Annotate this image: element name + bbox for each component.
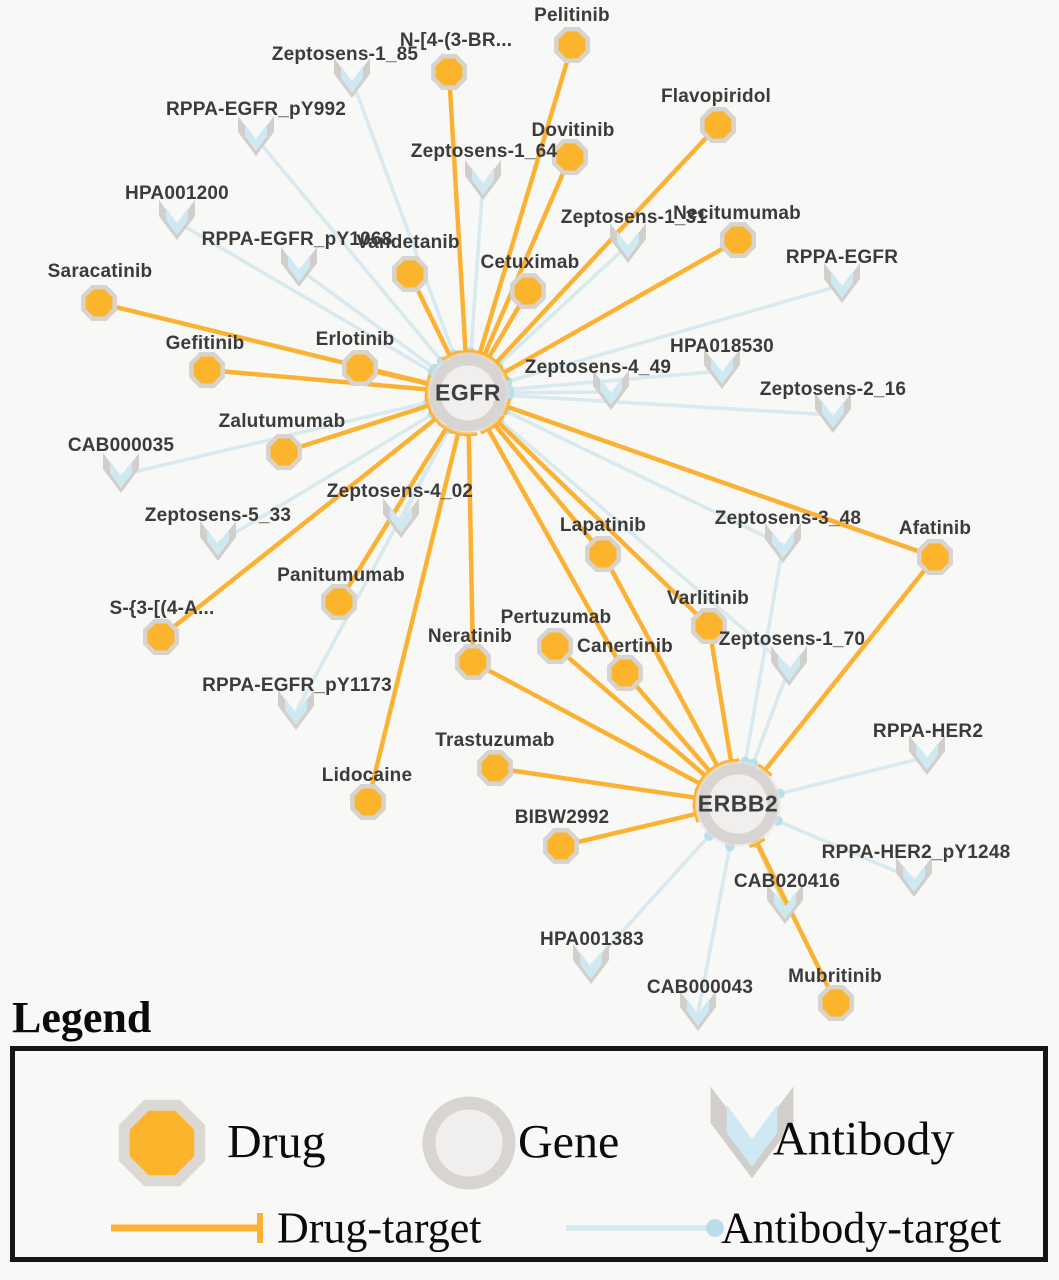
node-label-zeptosens-1_64: Zeptosens-1_64 (410, 141, 558, 162)
antibody-node-zeptosens-2_16[interactable] (815, 393, 851, 433)
legend-antibody-label: Antibody (773, 1112, 955, 1166)
node-label-rppa-egfr: RPPA-EGFR (785, 247, 899, 268)
drug-node-afatinib[interactable] (919, 541, 950, 572)
edge-varlitinib-egfr (497, 421, 709, 626)
edge-trastuzumab-erbb2 (495, 768, 695, 798)
node-label-panitumumab: Panitumumab (277, 565, 405, 586)
node-label-hpa001200: HPA001200 (125, 183, 229, 204)
edge-lidocaine-egfr (368, 433, 458, 802)
drug-node-panitumumab[interactable] (323, 586, 354, 617)
node-label-zalutumumab: Zalutumumab (218, 411, 346, 432)
node-label-zeptosens-4_02: Zeptosens-4_02 (326, 481, 474, 502)
edge-bibw2992-erbb2 (561, 814, 696, 846)
node-label-zeptosens-3_48: Zeptosens-3_48 (714, 508, 862, 529)
edge-mubritinib-erbb2 (757, 843, 836, 1003)
edge-neratinib-egfr (469, 434, 473, 662)
edge-zeptosens-4_49-egfr (509, 392, 611, 393)
node-label-saracatinib: Saracatinib (47, 261, 153, 282)
drug-node-cetuximab[interactable] (512, 275, 543, 306)
node-label-trastuzumab: Trastuzumab (435, 730, 555, 751)
antibody-node-zeptosens-3_48[interactable] (765, 523, 801, 563)
drug-node-trastuzumab[interactable] (479, 752, 510, 783)
node-label-cab000043: CAB000043 (646, 977, 754, 998)
node-label-zeptosens-1_31: Zeptosens-1_31 (560, 207, 708, 228)
legend-gene-icon (413, 1087, 525, 1199)
drug-node-mubritinib[interactable] (820, 987, 851, 1018)
node-label-zeptosens-5_33: Zeptosens-5_33 (144, 505, 292, 526)
node-label-s3-4a: S-{3-[(4-A... (109, 598, 215, 619)
drug-nodes (83, 29, 950, 1018)
drug-node-lidocaine[interactable] (352, 786, 383, 817)
edge-cab000043-erbb2 (698, 846, 730, 1013)
antibody-node-rppa-egfr[interactable] (824, 263, 860, 303)
edge-zeptosens-2_16-egfr (509, 395, 833, 415)
edge-varlitinib-erbb2 (709, 626, 731, 762)
legend-drug-label: Drug (227, 1115, 326, 1169)
drug-node-pelitinib[interactable] (556, 29, 587, 60)
gene-label-egfr: EGFR (435, 379, 501, 406)
drug-node-flavopiridol[interactable] (702, 109, 733, 140)
node-label-lapatinib: Lapatinib (559, 515, 647, 536)
antibody-node-cab000035[interactable] (103, 453, 139, 493)
legend-drug-target-label: Drug-target (277, 1203, 482, 1253)
edge-zeptosens-3_48-egfr (505, 411, 783, 545)
node-label-zeptosens-1_85: Zeptosens-1_85 (271, 44, 419, 65)
antibody-edges (121, 80, 927, 1013)
legend-box (10, 1046, 1048, 1262)
drug-node-saracatinib[interactable] (83, 287, 114, 318)
node-label-canertinib: Canertinib (577, 636, 673, 657)
antibody-node-hpa001200[interactable] (159, 200, 195, 240)
node-label-gefitinib: Gefitinib (165, 333, 245, 354)
drug-node-lapatinib[interactable] (587, 538, 618, 569)
drug-node-s3-4a[interactable] (145, 621, 176, 652)
node-label-flavopiridol: Flavopiridol (660, 86, 772, 107)
gene-label-erbb2: ERBB2 (697, 790, 779, 817)
node-label-necitumumab: Necitumumab (673, 203, 801, 224)
legend-antibody-target-icon (560, 1208, 730, 1248)
node-label-bibw2992: BIBW2992 (514, 807, 610, 828)
antibody-node-zeptosens-1_64[interactable] (465, 160, 501, 200)
edge-rppa-her2_py1248-erbb2 (778, 821, 914, 879)
legend-title: Legend (12, 993, 152, 1042)
node-label-pertuzumab: Pertuzumab (500, 607, 612, 628)
drug-node-neratinib[interactable] (457, 646, 488, 677)
node-label-mubritinib: Mubritinib (788, 966, 882, 987)
edge-n4-3br-egfr (449, 72, 466, 352)
antibody-node-rppa-her2_py1248[interactable] (896, 857, 932, 897)
edge-necitumumab-egfr (504, 240, 738, 373)
node-label-zeptosens-1_70: Zeptosens-1_70 (718, 629, 866, 650)
legend-antibody-target-label: Antibody-target (721, 1203, 1002, 1253)
edge-zeptosens-1_64-egfr (471, 182, 483, 352)
node-label-rppa-egfr_py1068: RPPA-EGFR_pY1068 (201, 229, 393, 250)
legend-drug-icon (100, 1081, 224, 1205)
node-label-rppa-her2_py1248: RPPA-HER2_pY1248 (821, 842, 1011, 863)
drug-node-pertuzumab[interactable] (539, 630, 570, 661)
edge-flavopiridol-egfr (496, 125, 718, 363)
edge-canertinib-erbb2 (625, 673, 710, 771)
drug-node-gefitinib[interactable] (191, 354, 222, 385)
node-label-dovitinib: Dovitinib (531, 120, 615, 141)
node-label-hpa018530: HPA018530 (670, 336, 774, 357)
drug-node-bibw2992[interactable] (545, 830, 576, 861)
node-label-lidocaine: Lidocaine (321, 765, 413, 786)
node-label-zeptosens-4_49: Zeptosens-4_49 (524, 357, 672, 378)
node-label-pelitinib: Pelitinib (534, 5, 610, 26)
edge-rppa-her2-erbb2 (780, 757, 927, 794)
drug-node-erlotinib[interactable] (344, 352, 375, 383)
drug-node-canertinib[interactable] (609, 657, 640, 688)
node-label-erlotinib: Erlotinib (315, 329, 395, 350)
node-label-vandetanib: Vandetanib (356, 232, 460, 253)
antibody-node-zeptosens-1_85[interactable] (334, 58, 370, 98)
antibody-node-rppa-egfr_py1068[interactable] (281, 247, 317, 287)
node-label-rppa-egfr_py992: RPPA-EGFR_pY992 (165, 99, 347, 120)
node-label-hpa001383: HPA001383 (540, 929, 644, 950)
edge-hpa001200-egfr (177, 222, 433, 372)
node-label-rppa-her2: RPPA-HER2 (872, 721, 984, 742)
node-label-zeptosens-2_16: Zeptosens-2_16 (759, 379, 907, 400)
node-label-afatinib: Afatinib (898, 518, 972, 539)
edge-dovitinib-egfr (484, 157, 570, 355)
node-label-n4-3br: N-[4-(3-BR... (399, 30, 513, 51)
drug-node-necitumumab[interactable] (722, 224, 753, 255)
node-label-varlitinib: Varlitinib (666, 588, 750, 609)
node-label-cab000035: CAB000035 (67, 435, 175, 456)
drug-node-n4-3br[interactable] (433, 56, 464, 87)
legend-drug-target-icon (105, 1208, 275, 1248)
legend-gene-label: Gene (518, 1115, 620, 1169)
node-label-neratinib: Neratinib (427, 626, 513, 647)
gene-node-erbb2[interactable] (695, 761, 781, 847)
antibody-node-rppa-her2[interactable] (909, 735, 945, 775)
drug-node-dovitinib[interactable] (554, 141, 585, 172)
antibody-node-rppa-egfr_py992[interactable] (238, 116, 274, 156)
node-label-cab020416: CAB020416 (733, 871, 841, 892)
antibody-node-hpa018530[interactable] (704, 349, 740, 389)
gene-node-egfr[interactable] (427, 352, 509, 434)
drug-node-varlitinib[interactable] (693, 610, 724, 641)
drug-node-zalutumumab[interactable] (268, 436, 299, 467)
node-label-cetuximab: Cetuximab (480, 252, 580, 273)
drug-node-vandetanib[interactable] (394, 258, 425, 289)
drug-edges (99, 45, 935, 1003)
node-label-rppa-egfr_py1173: RPPA-EGFR_pY1173 (202, 675, 392, 696)
